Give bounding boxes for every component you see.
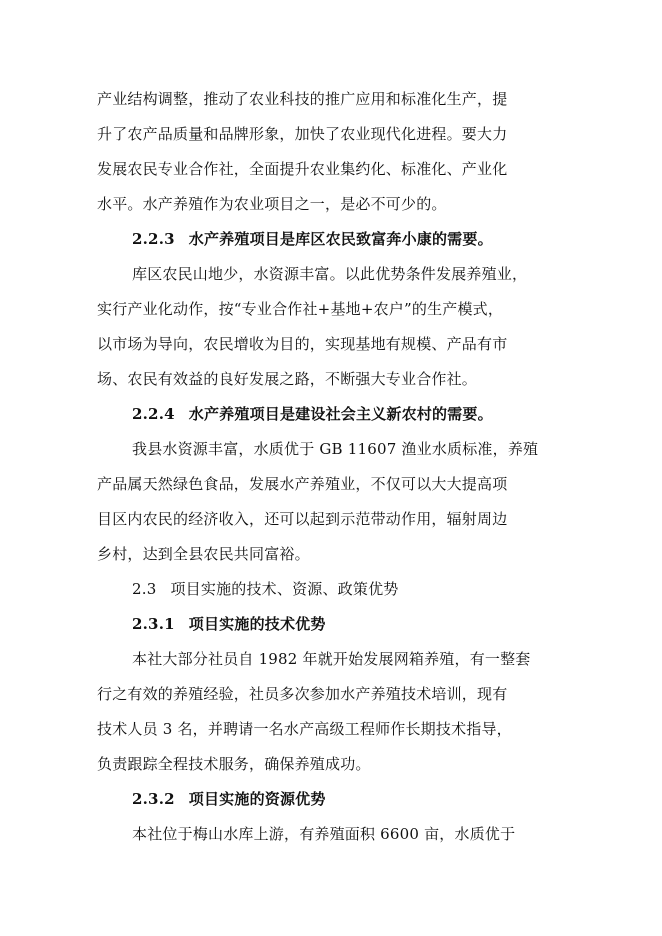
section-number: 2.3.1: [132, 615, 175, 633]
text-line: 本社大部分社员自 1982 年就开始发展网箱养殖，有一整套: [132, 650, 531, 668]
text-line: 发展农民专业合作社，全面提升农业集约化、标准化、产业化: [97, 160, 508, 178]
text-line: 产业结构调整，推动了农业科技的推广应用和标准化生产，提: [97, 90, 508, 108]
text-line: 产品属天然绿色食品，发展水产养殖业，不仅可以大大提高项: [97, 475, 508, 493]
section-heading: [0, 785, 662, 813]
text-line: 实行产业化动作，按“专业合作社+基地+农户”的生产模式，: [97, 300, 504, 318]
section-heading: [0, 610, 662, 638]
text-line: 水平。水产养殖作为农业项目之一，是必不可少的。: [97, 195, 447, 213]
text-line: 本社位于梅山水库上游，有养殖面积 6600 亩，水质优于: [132, 825, 516, 843]
section-number: 2.3: [132, 580, 157, 598]
text-line: 场、农民有效益的良好发展之路，不断强大专业合作社。: [97, 370, 478, 388]
section-title: 项目实施的技术、资源、政策优势: [170, 580, 399, 598]
text-line: 行之有效的养殖经验，社员多次参加水产养殖技术培训，现有: [97, 685, 508, 703]
section-heading: [0, 400, 662, 428]
text-line: 库区农民山地少，水资源丰富。以此优势条件发展养殖业，: [132, 265, 528, 283]
text-line: 目区内农民的经济收入，还可以起到示范带动作用，辐射周边: [97, 510, 508, 528]
text-line: 以市场为导向，农民增收为目的，实现基地有规模、产品有市: [97, 335, 508, 353]
text-line: 我县水资源丰富，水质优于 GB 11607 渔业水质标准，养殖: [132, 440, 539, 458]
text-line: 负责跟踪全程技术服务，确保养殖成功。: [97, 755, 371, 773]
section-title: 水产养殖项目是建设社会主义新农村的需要。: [188, 405, 493, 423]
text-line: 技术人员 3 名，并聘请一名水产高级工程师作长期技术指导，: [97, 720, 512, 738]
text-line: 升了农产品质量和品牌形象，加快了农业现代化进程。要大力: [97, 125, 508, 143]
section-heading: [0, 225, 662, 253]
section-title: 水产养殖项目是库区农民致富奔小康的需要。: [188, 230, 493, 248]
section-number: 2.3.2: [132, 790, 175, 808]
section-number: 2.2.4: [132, 405, 175, 423]
section-number: 2.2.3: [132, 230, 175, 248]
section-title: 项目实施的技术优势: [188, 615, 326, 633]
section-title: 项目实施的资源优势: [188, 790, 326, 808]
text-line: 乡村，达到全县农民共同富裕。: [97, 545, 310, 563]
section-heading: [0, 575, 662, 603]
